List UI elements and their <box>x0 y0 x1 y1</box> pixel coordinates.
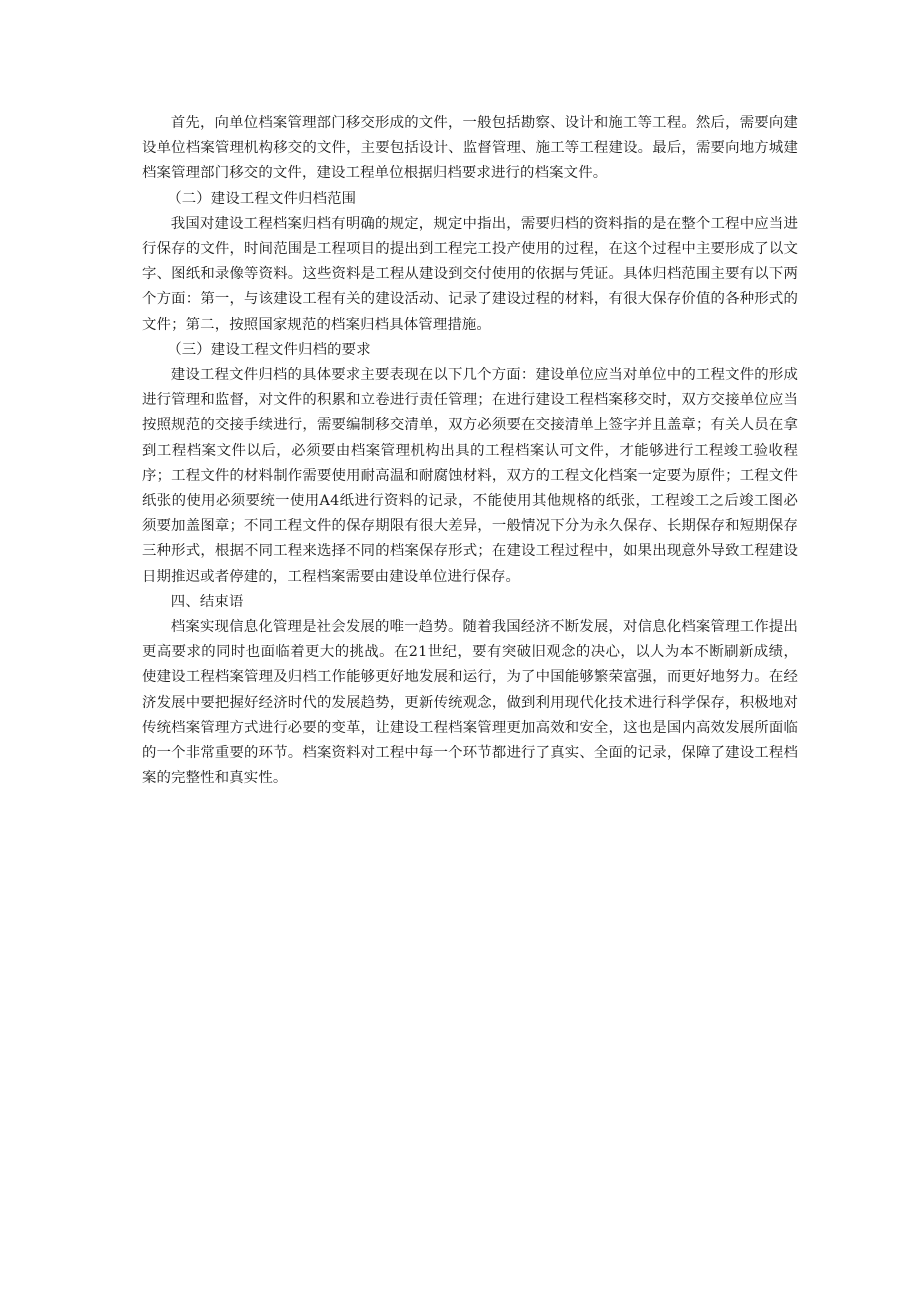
section-heading-conclusion: 四、结束语 <box>170 593 244 610</box>
document-body <box>142 111 798 791</box>
paragraph-archive-scope: 我国对建设工程档案归档有明确的规定，规定中指出，需要归档的资料指的是在整个工程中应当进行保存的文件，时间范围是工程项目的提出到工程完工投产使用的过程，在这个过程中主要形成了以文字、图纸和录像等资料。这些资料是工程从建设到交付使用的依据与凭证。具体归档范围主要有以下两个方面：第一，与该建设工程有关的建设活动、记录了建设过程的材料，有很大保存价值的各种形式的文件；第二，按照国家规范的档案归档具体管理措施。 <box>142 215 798 333</box>
paragraph-archive-requirements: 建设工程文件归档的具体要求主要表现在以下几个方面：建设单位应当对单位中的工程文件的形成进行管理和监督，对文件的积累和立卷进行责任管理；在进行建设工程档案移交时，双方交接单位应当按照规范的交接手续进行，需要编制移交清单，双方必须要在交接清单上签字并且盖章；有关人员在拿到工程档案文件以后，必须要由档案管理机构出具的工程档案认可文件，才能够进行工程竣工验收程序；工程文件的材料制作需要使用耐高温和耐腐蚀材料，双方的工程文化档案一定要为原件；工程文件纸张的使用必须要统一使用A4纸进行资料的记录，不能使用其他规格的纸张，工程竣工之后竣工图必须要加盖图章；不同工程文件的保存期限有很大差异，一般情况下分为永久保存、长期保存和短期保存三种形式，根据不同工程来选择不同的档案保存形式；在建设工程过程中，如果出现意外导致工程建设日期推迟或者停建的，工程档案需要由建设单位进行保存。 <box>142 367 798 585</box>
section-heading-requirements: （三）建设工程文件归档的要求 <box>167 341 371 358</box>
section-heading-scope: （二）建设工程文件归档范围 <box>167 190 357 207</box>
paragraph-conclusion: 档案实现信息化管理是社会发展的唯一趋势。随着我国经济不断发展，对信息化档案管理工作提出更高要求的同时也面临着更大的挑战。在21世纪，要有突破旧观念的决心，以人为本不断刷新成绩，使建设工程档案管理及归档工作能够更好地发展和运行，为了中国能够繁荣富强，而更好地努力。在经济发展中要把握好经济时代的发展趋势，更新传统观念，做到利用现代化技术进行科学保存，积极地对传统档案管理方式进行必要的变革，让建设工程档案管理更加高效和安全，这也是国内高效发展所面临的一个非常重要的环节。档案资料对工程中每一个环节都进行了真实、全面的记录，保障了建设工程档案的完整性和真实性。 <box>142 619 798 787</box>
paragraph-transfer-documents: 首先，向单位档案管理部门移交形成的文件，一般包括勘察、设计和施工等工程。然后，需要向建设单位档案管理机构移交的文件，主要包括设计、监督管理、施工等工程建设。最后，需要向地方城建档案管理部门移交的文件，建设工程单位根据归档要求进行的档案文件。 <box>142 115 798 182</box>
